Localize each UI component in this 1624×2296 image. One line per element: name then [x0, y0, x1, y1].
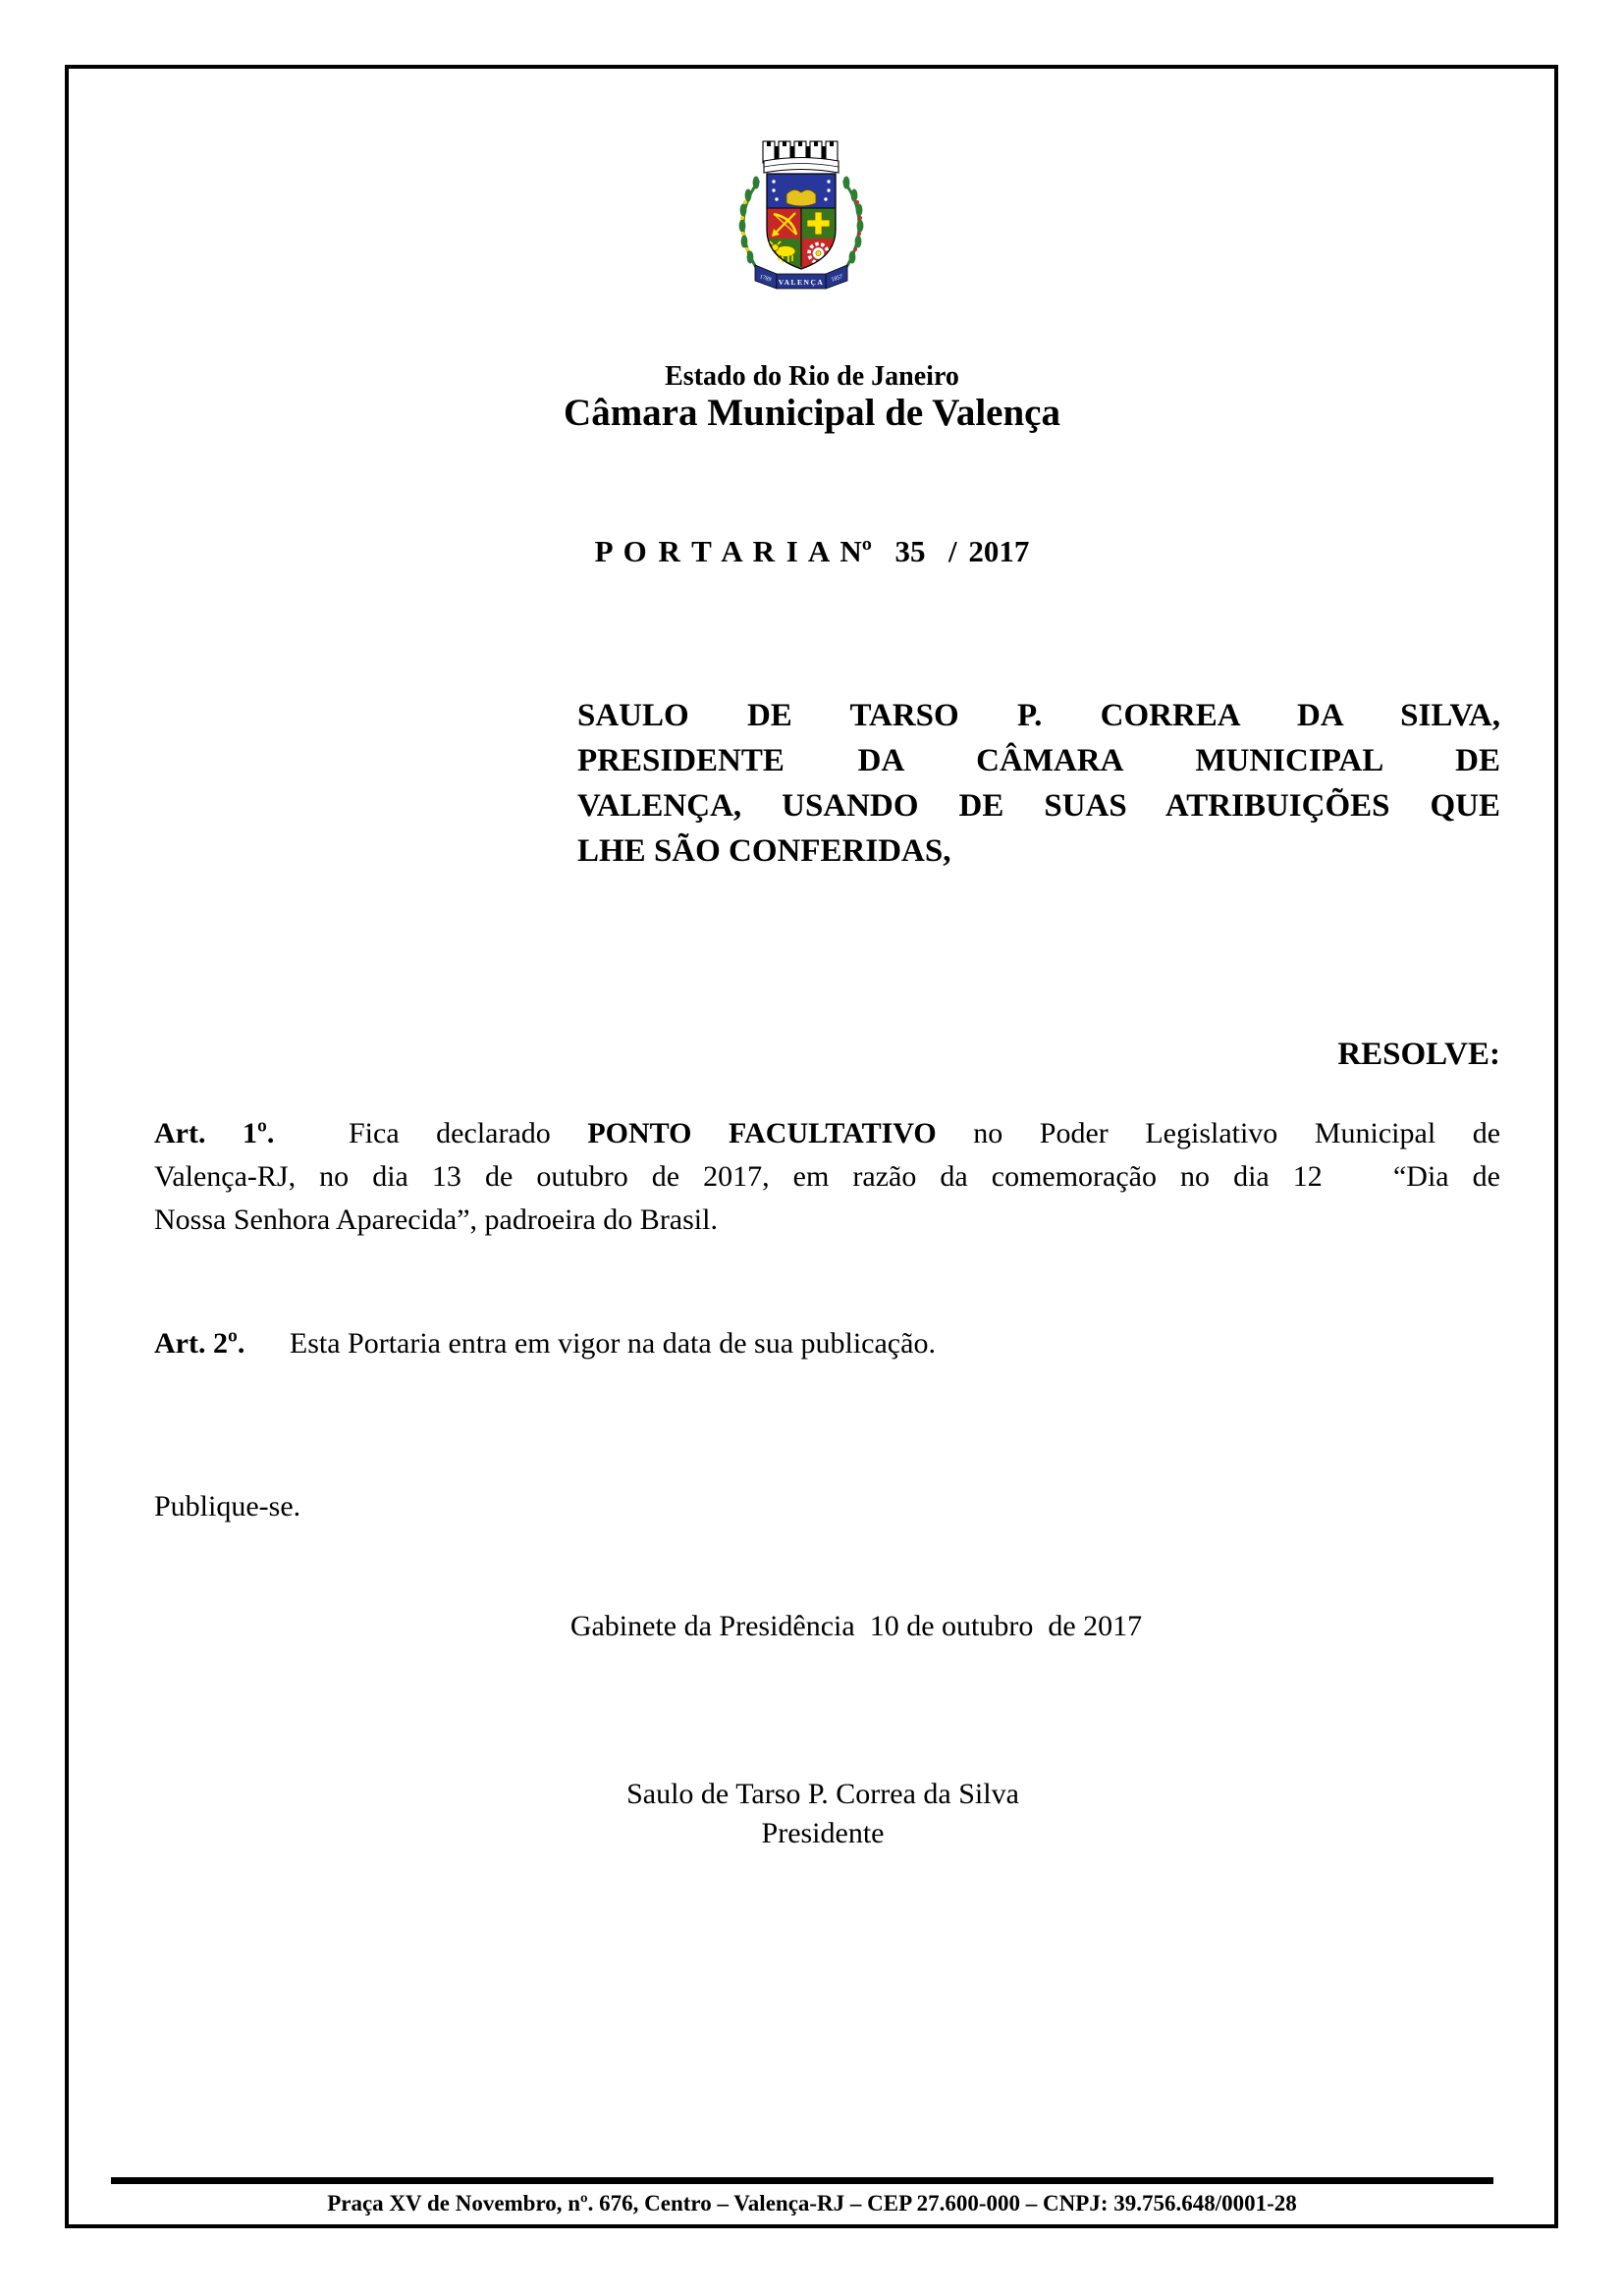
article-1-line-1: [154, 1112, 1500, 1155]
signature-role: Presidente: [761, 1817, 885, 1849]
article-2: [154, 1327, 1500, 1361]
dateline: Gabinete da Presidência 10 de outubro de 2017: [569, 1610, 1143, 1642]
article-1-line-3: Nossa Senhora Aparecida”, padroeira do Brasil.: [154, 1203, 718, 1236]
footer-divider: [111, 2177, 1493, 2184]
footer-address: Praça XV de Novembro, nº. 676, Centro – Valença-RJ – CEP 27.600-000 – CNPJ: 39.756.648/0001-28: [327, 2191, 1297, 2216]
article-1-line-2: Valença-RJ, no dia 13 de outubro de 2017, em razão da comemoração no dia 12 “Dia de: [154, 1160, 1500, 1193]
emblem-left-year: 1789: [758, 274, 773, 284]
publish-order: Publique-se.: [154, 1490, 301, 1522]
resolve-heading: RESOLVE:: [1337, 1037, 1500, 1072]
header-institution: Câmara Municipal de Valença: [564, 392, 1060, 434]
article-1: [154, 1112, 1500, 1242]
preamble-block: [577, 693, 1500, 874]
article-1-emphasis: PONTO FACULTATIVO: [587, 1117, 937, 1149]
emblem-name: VALENÇA: [778, 278, 825, 287]
article-1-rest: no Poder Legislativo Municipal de: [973, 1117, 1501, 1149]
header-state: Estado do Rio de Janeiro: [665, 361, 959, 392]
emblem-right-year: 1857: [830, 274, 844, 284]
preamble-line: VALENÇA, USANDO DE SUAS ATRIBUIÇÕES QUE: [577, 788, 1500, 824]
article-1-label: Art. 1º.: [154, 1117, 275, 1149]
article-2-label: Art. 2º.: [154, 1327, 245, 1360]
preamble-line: PRESIDENTE DA CÂMARA MUNICIPAL DE: [577, 743, 1500, 778]
article-2-text: Esta Portaria entra em vigor na data de sua publicação.: [289, 1327, 936, 1360]
preamble-line: SAULO DE TARSO P. CORREA DA SILVA,: [577, 698, 1500, 733]
portaria-title: P O R T A R I A Nº 35 / 2017: [594, 534, 1030, 568]
preamble-line: LHE SÃO CONFERIDAS,: [577, 833, 951, 869]
signature-name: Saulo de Tarso P. Correa da Silva: [626, 1778, 1019, 1810]
article-1-lead: Fica declarado: [348, 1117, 551, 1149]
valenca-coat-of-arms-icon: [718, 120, 885, 298]
signature-block: [22, 1775, 1624, 1853]
